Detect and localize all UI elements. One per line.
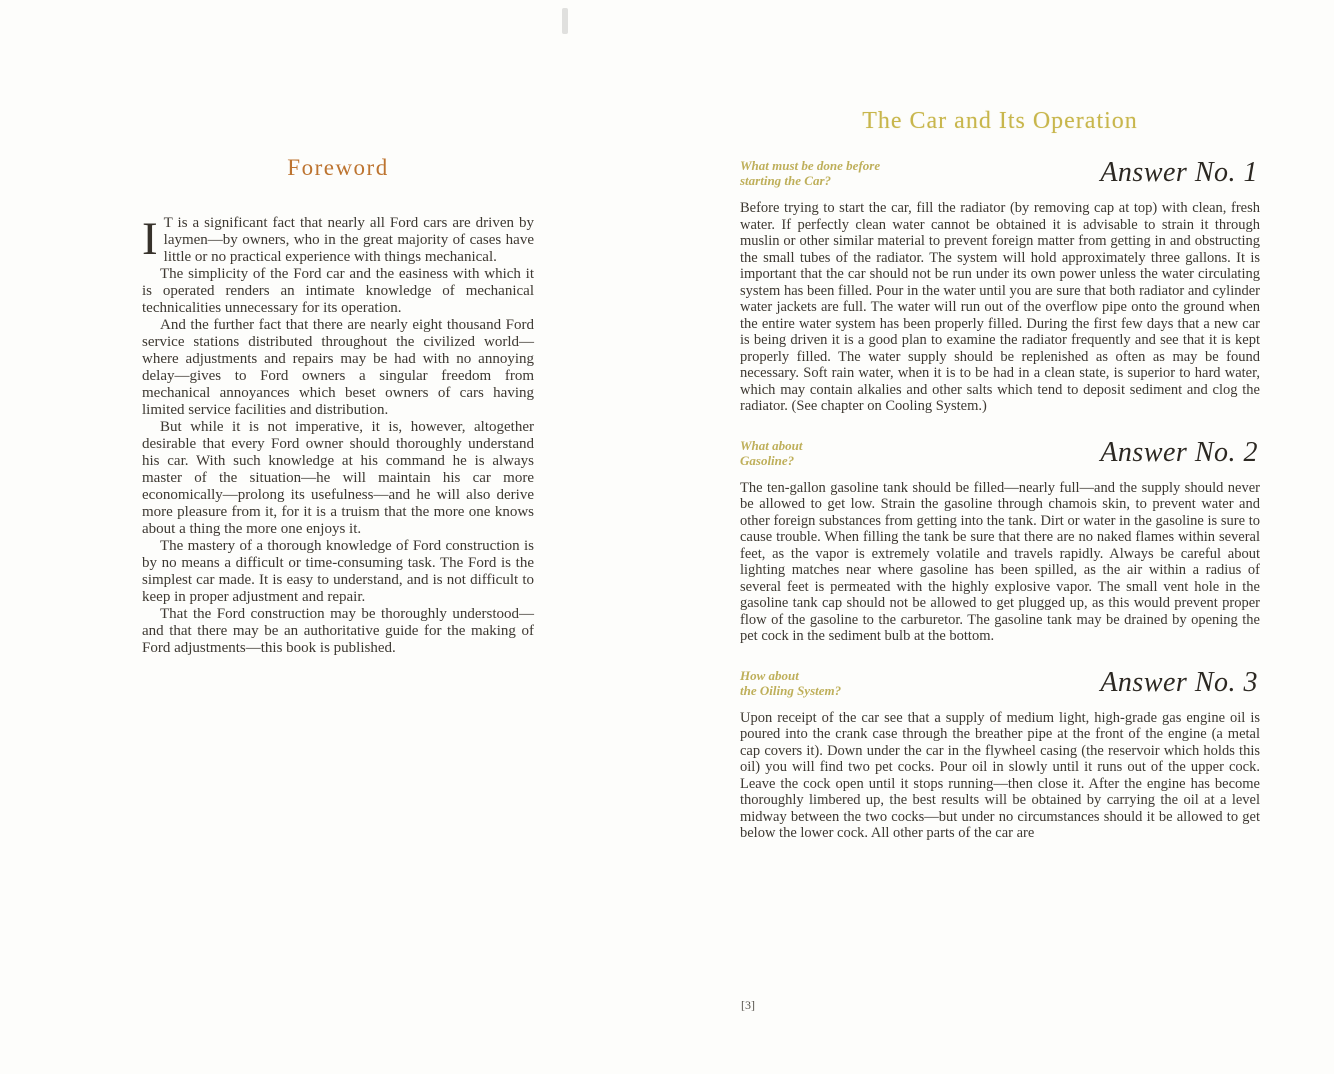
qa-header — [740, 667, 1260, 699]
answer-number-label: Answer No. 3 — [1100, 666, 1258, 698]
question-label — [740, 668, 841, 698]
qa-section-2 — [740, 437, 1260, 645]
question-line: Gasoline? — [740, 452, 795, 468]
foreword-paragraph: But while it is not imperative, it is, however, altogether desirable that every Ford owner should thoroughly understand his car. With such knowledge at his command he is always master of the situation—he will maintain his car more economically—prolong its usefulness—and he will also derive more pleasure from it, for it is a truism that the more one knows about a thing the more one enjoys it. — [142, 419, 534, 537]
foreword-paragraph: That the Ford construction may be thoroughly understood—and that there may be an authoritative guide for the making of Ford adjustments—this book is published. — [142, 606, 534, 656]
question-line: the Oiling System? — [740, 682, 842, 698]
drop-cap: I — [142, 213, 158, 265]
foreword-paragraph — [142, 215, 534, 266]
question-label — [740, 438, 803, 468]
chapter-title: The Car and Its Operation — [862, 108, 1138, 134]
qa-header — [740, 157, 1260, 189]
answer-number-label: Answer No. 2 — [1100, 436, 1258, 468]
page-number: [3] — [741, 998, 755, 1012]
answer-number-label: Answer No. 1 — [1100, 157, 1258, 188]
foreword-paragraph-text: T is a significant fact that nearly all Ford cars are driven by laymen—by owners, who in the great majority of cases have little or no practical experience with things mechanical. — [163, 215, 534, 265]
qa-section-1 — [740, 157, 1260, 415]
question-line: What about — [740, 437, 803, 453]
foreword-paragraph: The simplicity of the Ford car and the easiness with which it is operated renders an intimate knowledge of mechanical technicalities unnecessary for its operation. — [142, 266, 534, 316]
qa-header — [740, 437, 1260, 469]
answer-text: Before trying to start the car, fill the radiator (by removing cap at top) with clean, fresh water. If perfectly clean water cannot be obtained it is advisable to strain it through muslin or other similar material to prevent foreign matter from getting in and obstructing the small tubes of the radiator. The system will hold approximately three gallons. It is important that the car should not be run under its own power unless the water circulating system has been filled. Pour in the water until you are sure that both radiator and cylinder water jackets are full. The water will run out of the overflow pipe onto the ground when the entire water system has been properly filled. During the first few days that a new car is being driven it is a good plan to examine the radiator frequently and see that it is kept properly filled. The water supply should be replenished as often as may be found necessary. Soft rain water, when it is to be had in a clean state, is superior to hard water, which may contain alkalies and other salts which tend to deposit sediment and clog the radiator. (See chapter on Cooling System.) — [740, 200, 1260, 414]
foreword-paragraph: The mastery of a thorough knowledge of Ford construction is by no means a difficult or time-consuming task. The Ford is the simplest car made. It is easy to understand, and is not difficult to keep in proper adjustment and repair. — [142, 538, 534, 605]
question-line: starting the Car? — [740, 173, 832, 188]
question-line: What must be done before — [740, 158, 881, 173]
left-page-foreword — [142, 155, 534, 657]
answer-text: The ten-gallon gasoline tank should be filled—nearly full—and the supply should never be allowed to get low. Strain the gasoline through chamois skin, to prevent water and other foreign substances from getting into the tank. Dirt or water in the gasoline is sure to cause trouble. When filling the tank be sure that there are no naked flames within several feet, as the vapor is extremely volatile and travels rapidly. Always be careful about lighting matches near where gasoline has been spilled, as the air within a radius of several feet is permeated with the highly explosive vapor. The small vent hole in the gasoline tank cap should not be allowed to get plugged up, as this would prevent proper flow of the gasoline to the carburetor. The gasoline tank may be drained by opening the pet cock in the sediment bulb at the bottom. — [740, 479, 1260, 644]
foreword-body — [142, 215, 534, 657]
right-page-operation — [740, 108, 1260, 1012]
answer-text: Upon receipt of the car see that a supply of medium light, high-grade gas engine oil is poured into the crank case through the breather pipe at the front of the engine (a metal cap covers it). Down under the car in the flywheel casing (the reservoir which holds this oil) you will find two pet cocks. Pour oil in slowly until it runs out of the upper cock. Leave the cock open until it stops running—then close it. After the engine has become thoroughly limbered up, the best results will be obtained by carrying the oil at a level midway between the two cocks—but under no circumstances should it be allowed to get below the lower cock. All other parts of the car are — [740, 709, 1260, 841]
qa-section-3 — [740, 667, 1260, 842]
question-line: How about — [740, 667, 799, 683]
foreword-paragraph: And the further fact that there are nearly eight thousand Ford service stations distributed throughout the civilized world—where adjustments and repairs may be had with no annoying delay—gives to Ford owners a singular freedom from mechanical annoyances which beset owners of cars having limited service facilities and distribution. — [142, 317, 534, 418]
scan-artifact — [562, 8, 568, 34]
question-label — [740, 158, 880, 188]
foreword-title: Foreword — [287, 155, 389, 180]
